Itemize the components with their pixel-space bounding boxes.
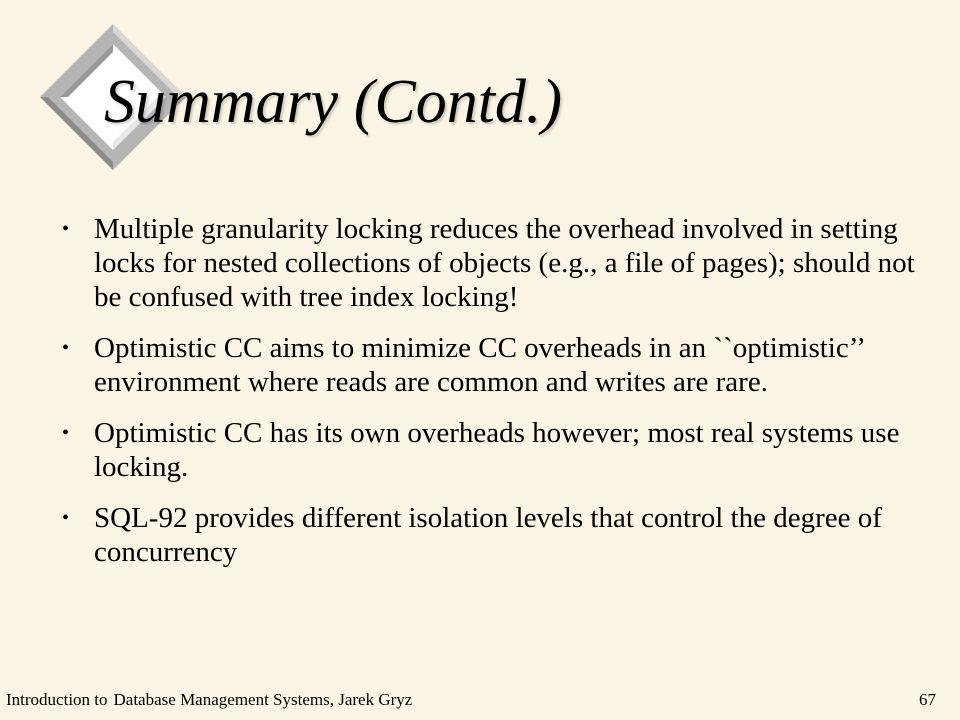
bullet-marker: • — [62, 337, 70, 359]
bullet-item — [60, 212, 920, 314]
bullet-list — [60, 212, 920, 586]
footer-course-rest: Database Management Systems, Jarek Gryz — [113, 690, 413, 709]
bullet-marker: • — [62, 218, 70, 240]
bullet-text: Optimistic CC aims to minimize CC overheads in an ``optimistic’’ environment where reads are common and writes are rare. — [94, 332, 864, 398]
bullet-marker: • — [62, 422, 70, 444]
bullet-marker: • — [62, 507, 70, 529]
bullet-item — [60, 501, 920, 569]
bullet-item — [60, 416, 920, 484]
slide-title: Summary (Contd.) — [104, 68, 563, 136]
page-number: 67 — [919, 690, 936, 709]
footer-course-prefix: Introduction to — [6, 690, 108, 709]
bullet-text: Multiple granularity locking reduces the overhead involved in setting locks for nested collections of objects (e.g., a file of pages); should not be confused with tree index locking! — [94, 213, 915, 313]
bullet-text: SQL-92 provides different isolation levels that control the degree of concurrency — [94, 502, 882, 568]
footer-course-credit — [6, 688, 412, 712]
bullet-item — [60, 331, 920, 399]
bullet-text: Optimistic CC has its own overheads however; most real systems use locking. — [94, 417, 900, 483]
